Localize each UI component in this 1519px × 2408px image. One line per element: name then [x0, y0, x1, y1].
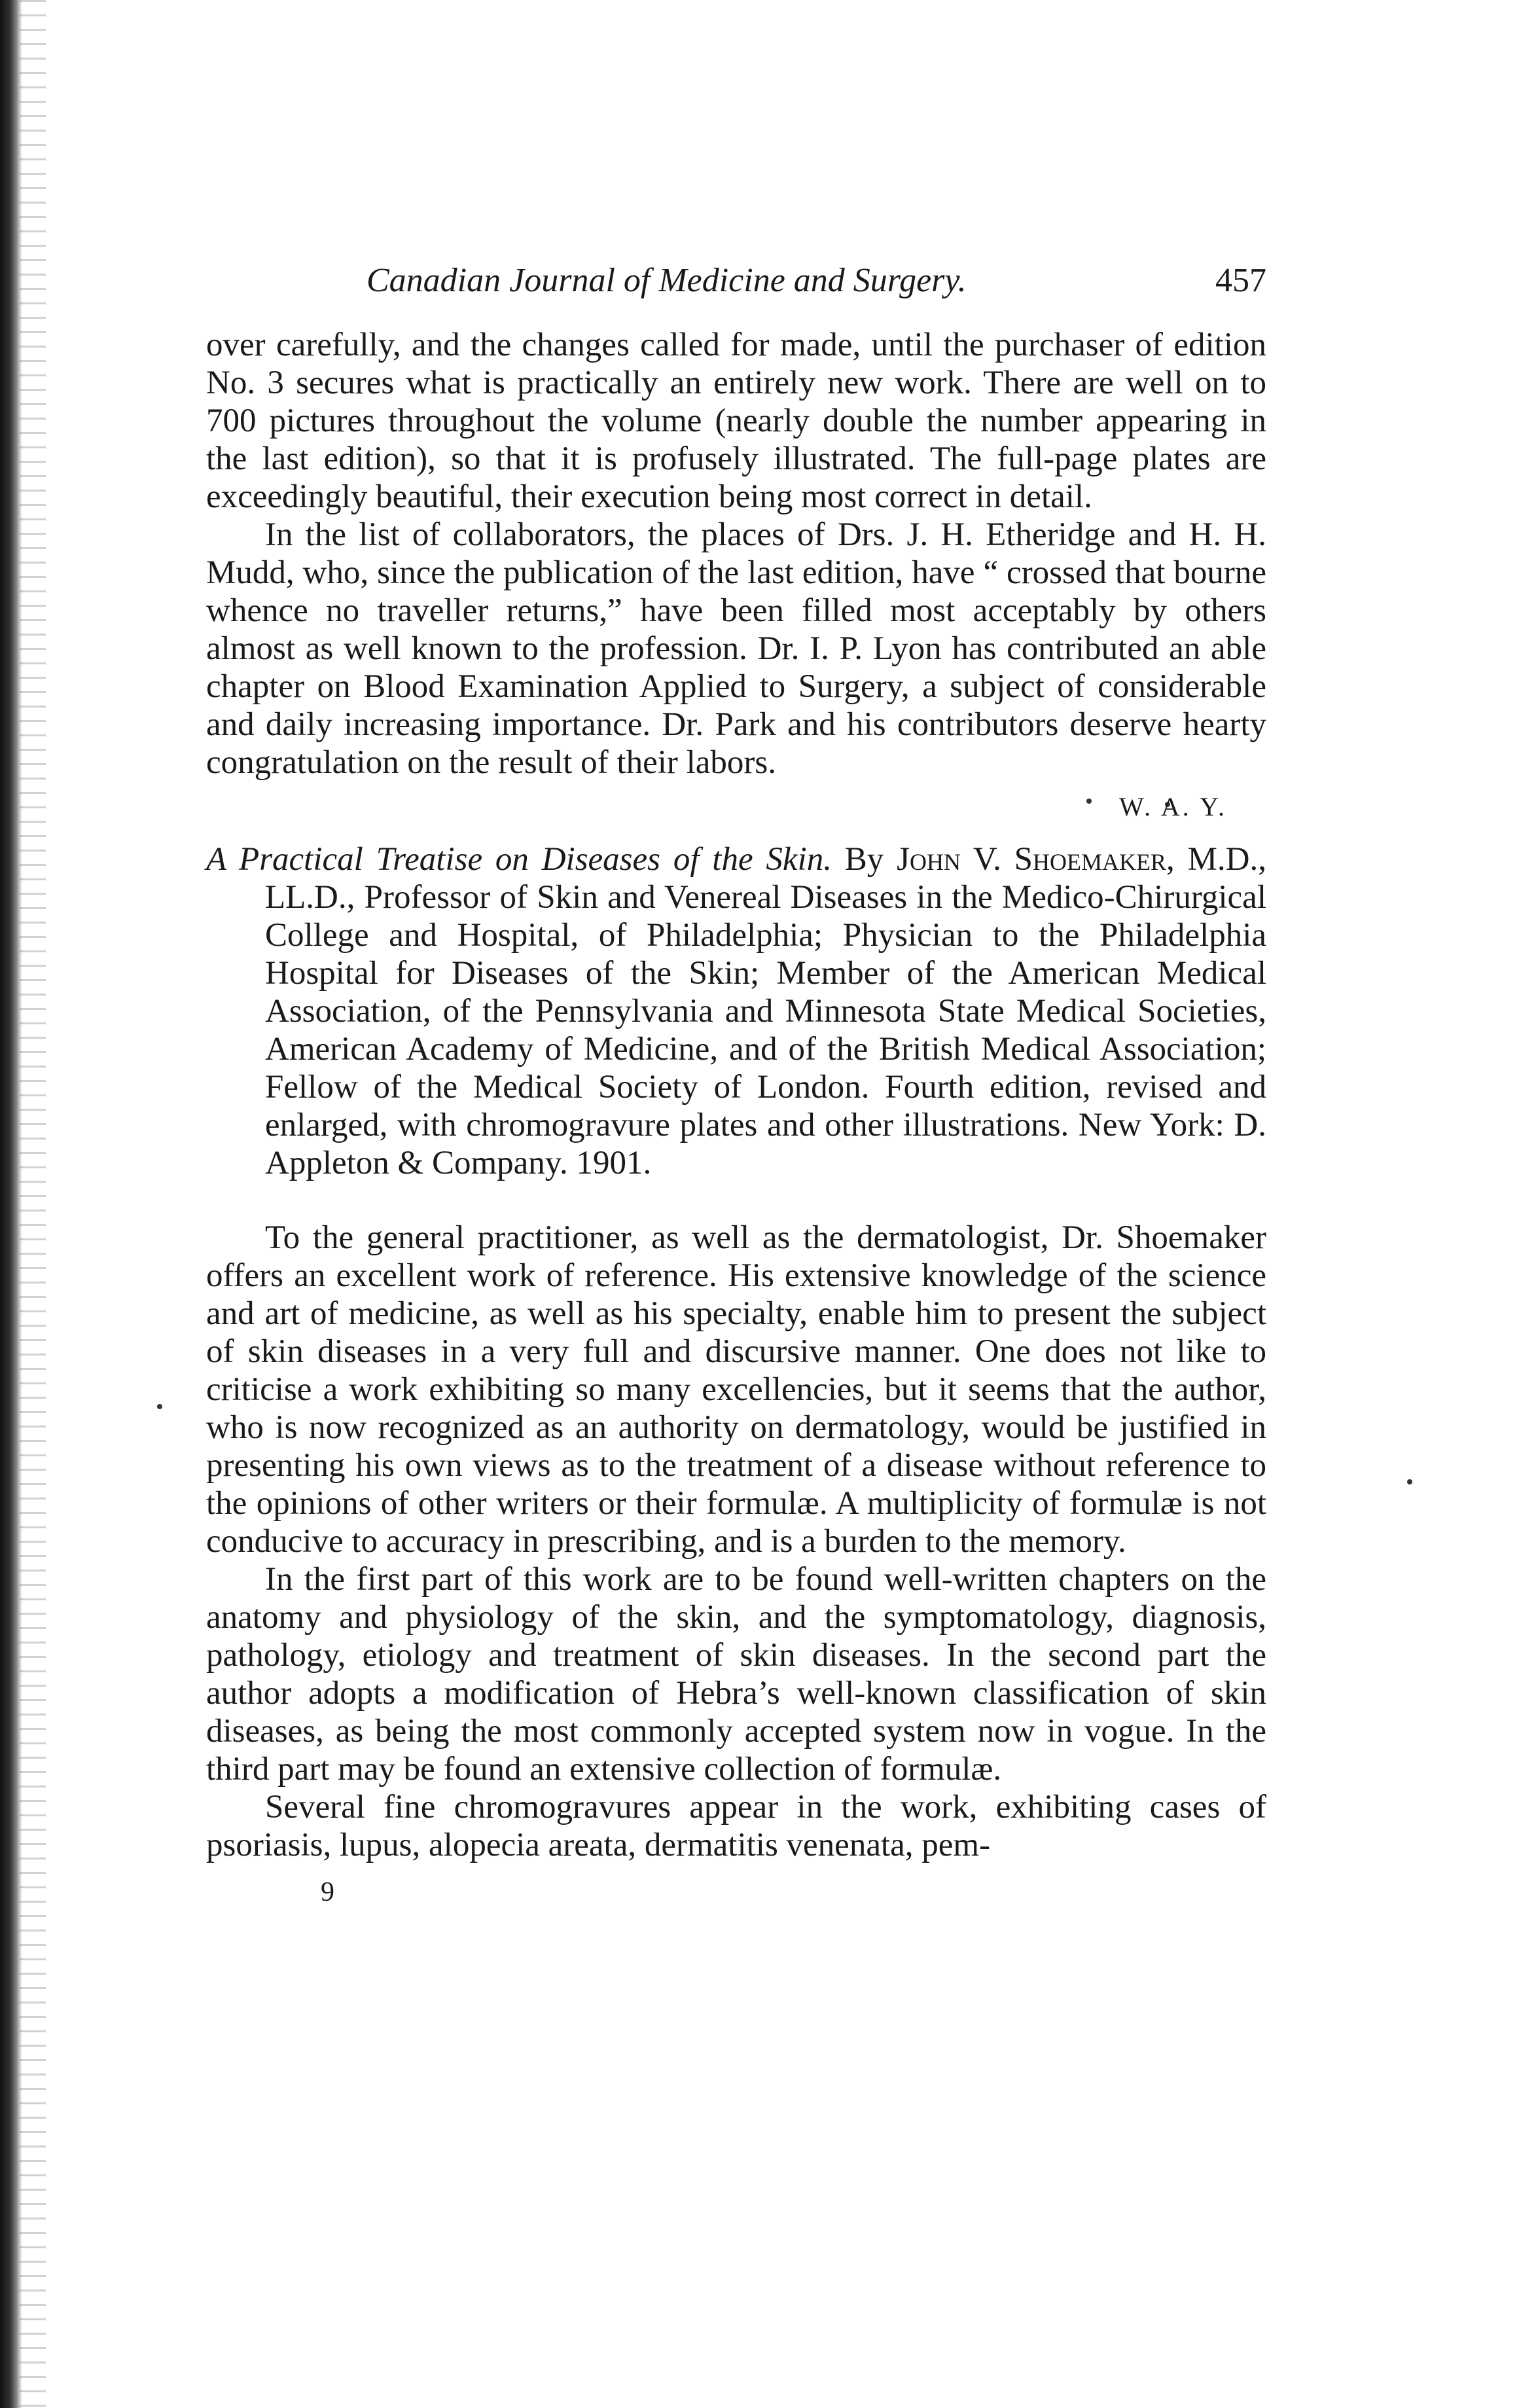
scanned-binding-edge — [0, 0, 22, 2408]
previous-review-paragraph: over carefully, and the changes called for made, until the purchaser of edition No. 3 secures what is practically an entirely new work. There are well on to 700 pictures throughout the volume (nearly double the number appearing in the last edition), so that it is profusely illustrated. The full-page plates are exceedingly beautiful, their execution being most correct in detail. — [206, 327, 1266, 515]
running-head — [206, 262, 1266, 310]
page-number: 457 — [1215, 262, 1266, 299]
review-heading — [206, 840, 1266, 1182]
book-author: John V. Shoemaker, — [897, 841, 1175, 878]
review-paragraph: To the general practitioner, as well as the dermatologist, Dr. Shoemaker offers an excellent work of reference. His extensive knowledge of the science and art of medicine, as well as his specialty, enable him to present the subject of skin diseases in a very full and discursive manner. One does not like to criticise a work exhibiting so many excellencies, but it seems that the author, who is now recognized as an authority on dermatology, would be justified in presenting his own views as to the treatment of a disease without reference to the opinions of other writers or their formulæ. A multiplicity of formulæ is not conducive to accuracy in prescribing, and is a burden to the memory. — [206, 1219, 1266, 1560]
book-title: A Practical Treatise on Diseases of the Skin. — [206, 841, 832, 878]
previous-review-paragraph: In the list of collaborators, the places of Drs. J. H. Etheridge and H. H. Mudd, who, since the publication of the last edition, have “ crossed that bourne whence no traveller returns,” have been filled most acceptably by others almost as well known to the profession. Dr. I. P. Lyon has contributed an able chapter on Blood Examination Applied to Surgery, a subject of considerable and daily increasing importance. Dr. Park and his contributors deserve hearty congratulation on the result of their labors. — [206, 516, 1266, 781]
by-word: By — [844, 841, 884, 878]
scan-speck — [1407, 1479, 1412, 1484]
sheet-signature-mark: 9 — [321, 1877, 334, 1907]
journal-page — [206, 262, 1266, 1911]
reviewer-initials: W. A. Y. — [1118, 792, 1227, 821]
book-details: M.D., LL.D., Professor of Skin and Venereal Diseases in the Medico-Chirurgical College and Hospital, of Philadelphia; Physician to the Philadelphia Hospital for Diseases of the Skin; Member of the American Medical Association, of the Pennsylvania and Minnesota State Medical Societies, American Academy of Medicine, and of the British Medical Association; Fellow of the Medical Society of London. Fourth edition, revised and enlarged, with chromogravure plates and other illustrations. New York: D. Appleton & Company. 1901. — [265, 841, 1267, 1181]
review-paragraph: In the first part of this work are to be found well-written chapters on the anatomy and physiology of the skin, and the symptomatology, diagnosis, pathology, etiology and treatment of skin diseases. In the second part the author adopts a modification of Hebra’s well-known classification of skin diseases, as being the most commonly accepted system now in vogue. In the third part may be found an extensive collection of formulæ. — [206, 1561, 1266, 1788]
review-paragraph: Several fine chromogravures appear in the work, exhibiting cases of psoriasis, lupus, alopecia areata, dermatitis venenata, pem- — [206, 1789, 1266, 1863]
scan-speck — [157, 1404, 162, 1409]
running-title: Canadian Journal of Medicine and Surgery. — [366, 262, 967, 299]
